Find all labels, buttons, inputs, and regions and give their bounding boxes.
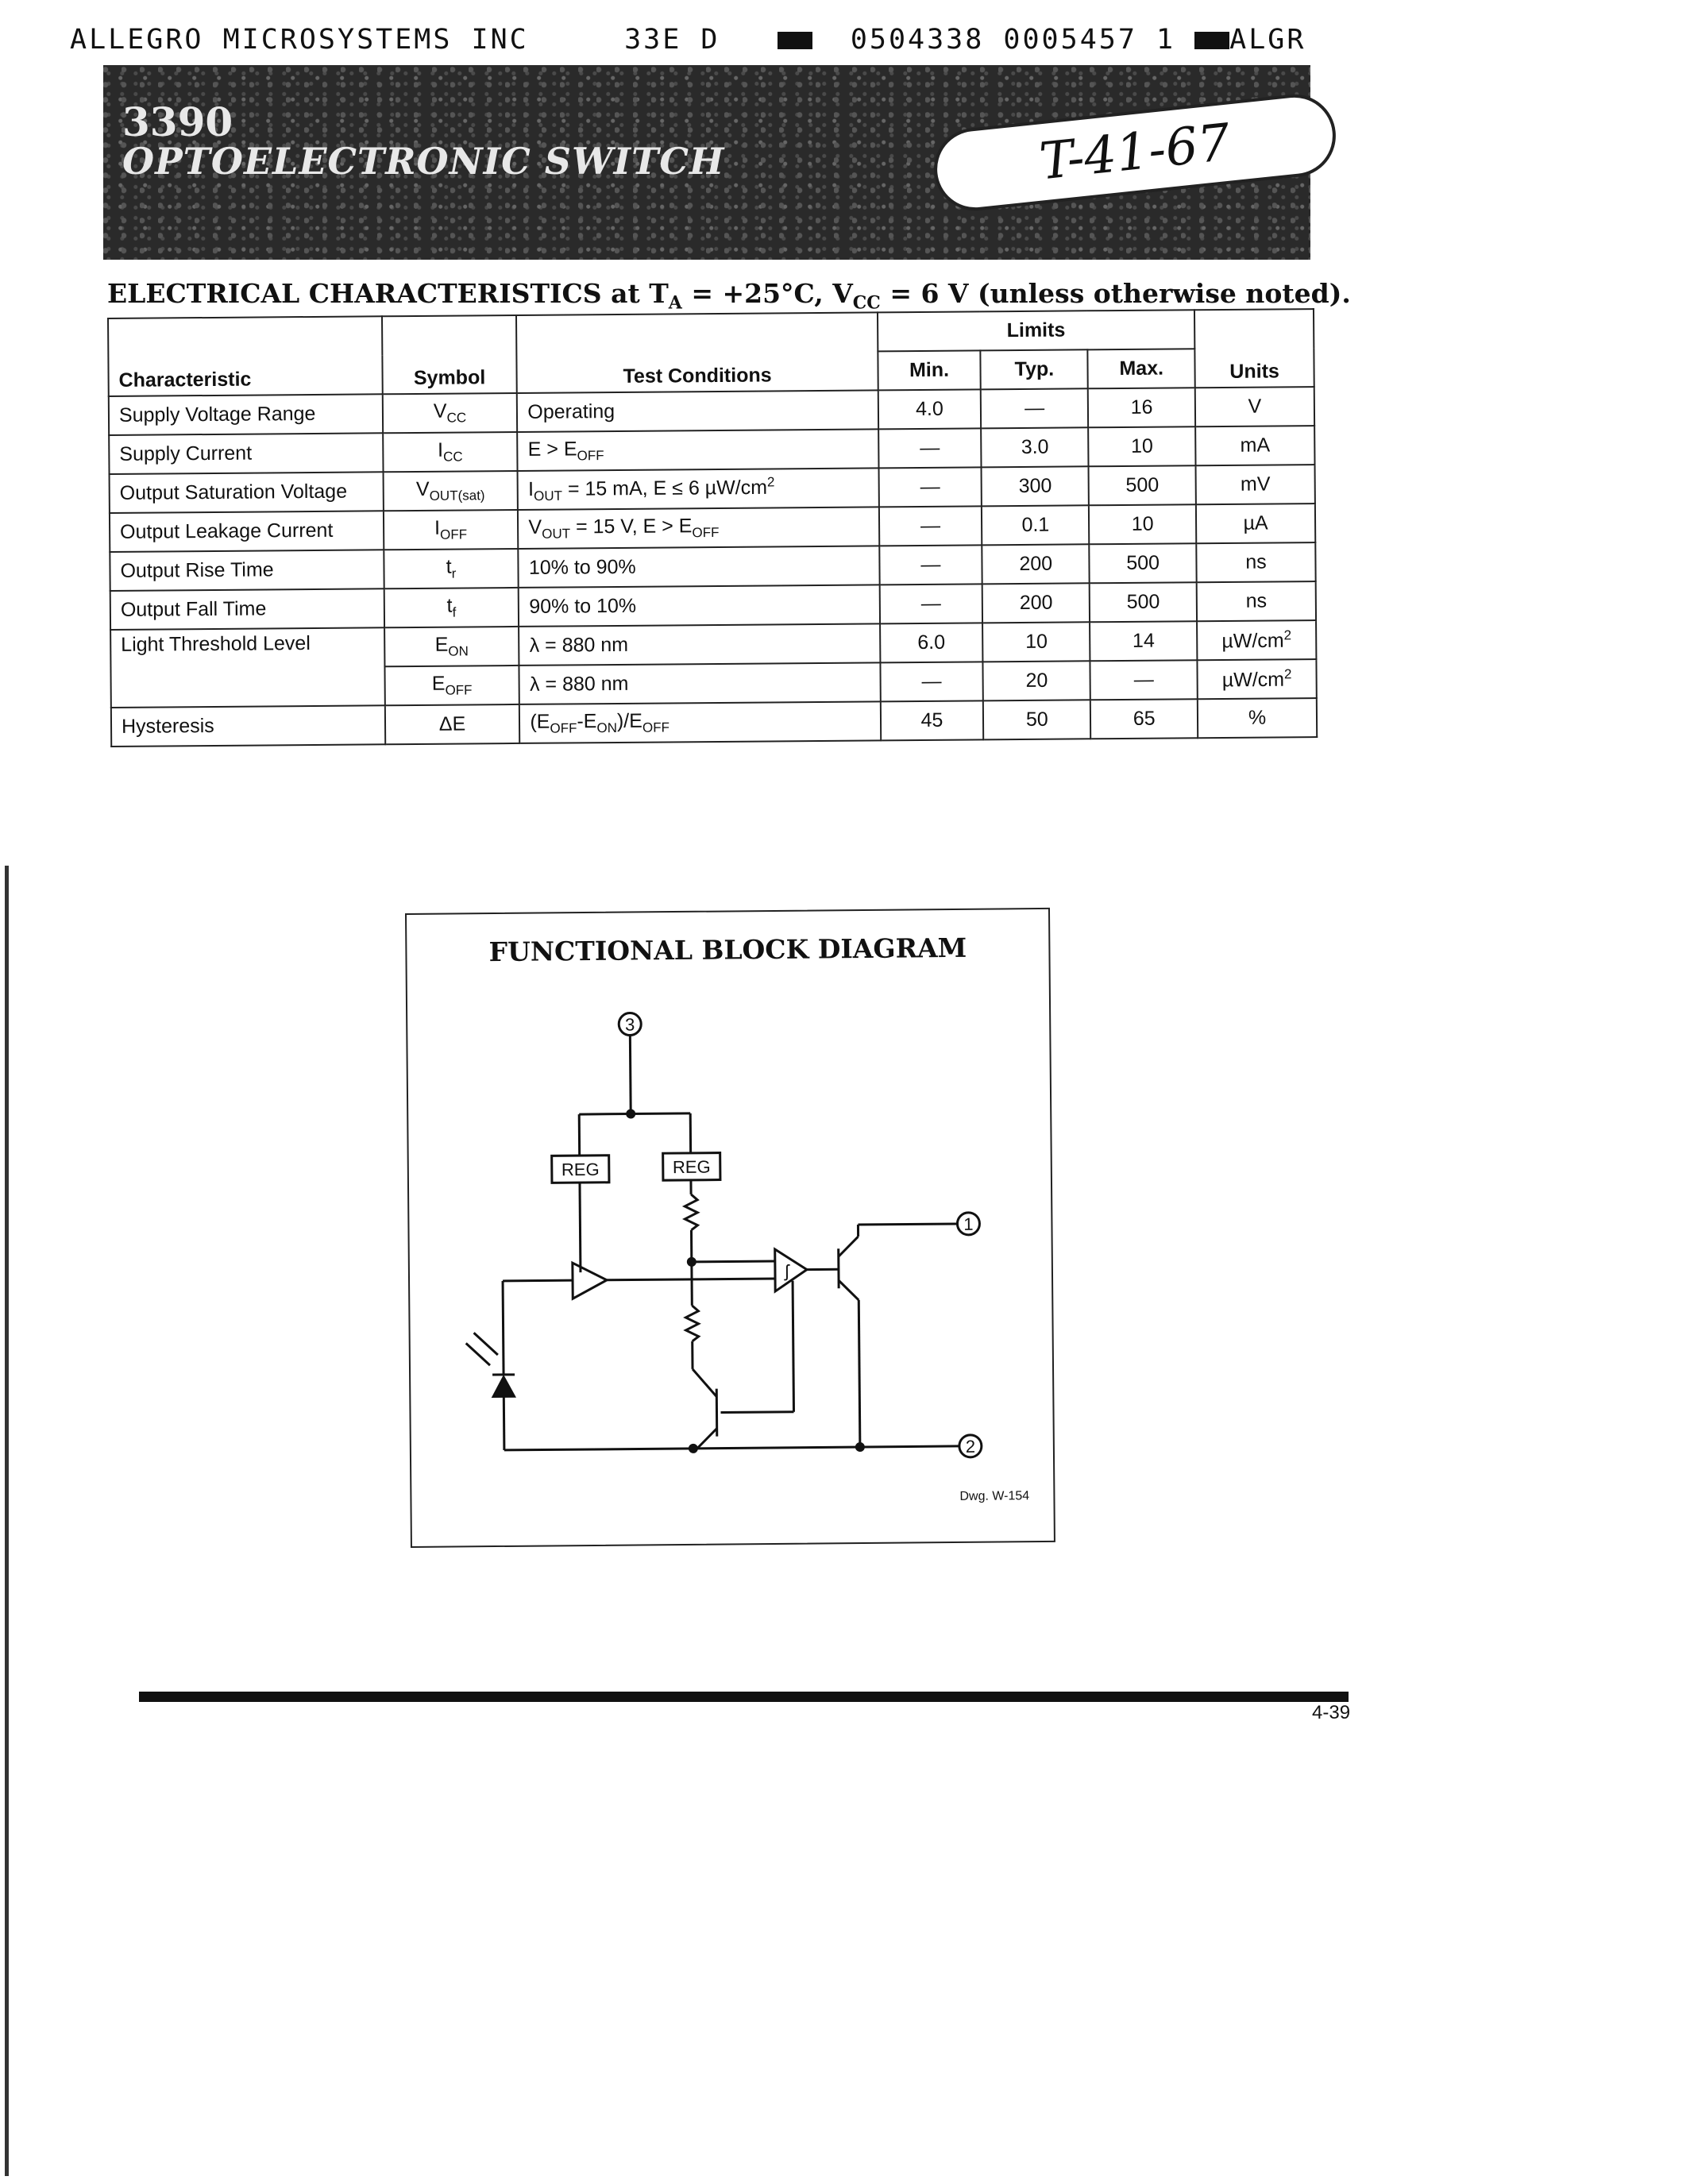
circuit-schematic: [407, 909, 1054, 1546]
stamp-code: 33E D: [624, 24, 720, 56]
schmitt-trigger-symbol: [775, 1249, 807, 1291]
header-limits: Limits: [878, 310, 1195, 351]
photodiode-anode-wire: [503, 1281, 504, 1375]
electrical-characteristics-table: [107, 308, 1318, 747]
photodiode-top-wire: [503, 1280, 573, 1281]
light-arrow: [466, 1343, 490, 1365]
title-banner: [103, 65, 1310, 260]
redaction-block: [1194, 32, 1229, 49]
photodiode-symbol: [492, 1376, 515, 1397]
junction-dot: [855, 1442, 865, 1452]
header-symbol: Symbol: [382, 315, 518, 394]
header-max: Max.: [1088, 349, 1195, 388]
light-arrow: [474, 1333, 498, 1355]
pin-3-label: 3: [624, 1014, 635, 1035]
header-test-conditions: Test Conditions: [516, 312, 878, 393]
scan-edge: [5, 866, 9, 2176]
section-heading: ELECTRICAL CHARACTERISTICS at $T_A = +25^\circ C$, $V_{CC} = 6$ V (unless otherwise noted).: [107, 278, 1351, 314]
diagram-title: FUNCTIONAL BLOCK DIAGRAM: [488, 932, 967, 968]
output-transistor-emitter: [839, 1280, 859, 1300]
table-row: Output Leakage Current $I_{OFF}$ $V_{OUT} = 15$ V, $E > E_{OFF}$ — 0.1 10 µA: [110, 504, 1315, 552]
supply-wire: [630, 1036, 631, 1114]
schmitt-feedback-wire: [721, 1412, 794, 1413]
table-row: Output Fall Time $t_f$ 90% to 10% — 200 500 ns: [110, 581, 1316, 630]
footer-rule: [139, 1692, 1349, 1702]
stamp-header: [70, 24, 1306, 56]
amplifier-symbol: [573, 1263, 607, 1298]
junction-dot: [626, 1109, 635, 1118]
table-row: $E_{OFF}$ λ = 880 nm — 20 — $\mu W/cm^2$: [110, 659, 1316, 708]
table-row: Light Threshold Level $E_{ON}$ λ = 880 nm 6.0 10 14 $\mu W/cm^2$: [110, 620, 1316, 669]
drawing-number: Dwg. W-154: [959, 1489, 1030, 1503]
divider-to-schmitt-wire: [692, 1261, 775, 1262]
header-units: Units: [1194, 309, 1314, 388]
reg-label-2: REG: [672, 1156, 711, 1178]
hysteresis-transistor-collector: [693, 1369, 716, 1397]
page-number: 4-39: [1312, 1702, 1351, 1723]
resistor-2: [685, 1306, 698, 1341]
part-number: 3390: [122, 98, 233, 145]
redaction-block: [778, 32, 812, 49]
table-row: Hysteresis ΔE $(E_{OFF}-E_{ON})/E_{OFF}$ 45 50 65 %: [111, 698, 1317, 747]
schmitt-symbol-label: ʃ: [785, 1260, 789, 1281]
header-min: Min.: [878, 350, 981, 390]
table-row: Supply Current $I_{CC}$ $E > E_{OFF}$ — 3.0 10 mA: [109, 426, 1314, 474]
reg1-to-amp-wire: [580, 1183, 581, 1272]
pin-1-wire: [858, 1224, 957, 1225]
table-row: Output Rise Time $t_r$ 10% to 90% — 200 500 ns: [110, 542, 1315, 591]
handwritten-note: T-41-67: [930, 91, 1340, 215]
header-typ: Typ.: [981, 349, 1088, 389]
pin-2-label: 2: [965, 1436, 976, 1457]
pin-1-label: 1: [963, 1214, 974, 1234]
ground-rail: [504, 1446, 959, 1450]
output-transistor-collector: [839, 1237, 859, 1256]
junction-dot: [687, 1257, 697, 1267]
resistor-1: [685, 1194, 697, 1230]
product-title: OPTOELECTRONIC SWITCH: [122, 140, 725, 183]
table-row: Output Saturation Voltage $V_{OUT(sat)}$ $I_{OUT} = 15$ mA, E ≤ 6 $\mu W/cm^2$ — 300 500 mV: [110, 465, 1315, 513]
stamp-numbers: 0504338 0005457 1: [850, 24, 1176, 56]
header-characteristic: Characteristic: [108, 316, 382, 396]
functional-block-diagram: [405, 908, 1055, 1548]
junction-dot: [689, 1444, 698, 1453]
divider-wire: [691, 1230, 692, 1306]
reg-label-1: REG: [561, 1159, 600, 1180]
emitter-to-ground-wire: [859, 1300, 860, 1447]
stamp-suffix: ALGR: [1229, 24, 1306, 56]
stamp-company: ALLEGRO MICROSYSTEMS INC: [70, 24, 529, 56]
table-row: Supply Voltage Range $V_{CC}$ Operating 4.0 — 16 V: [109, 387, 1314, 435]
